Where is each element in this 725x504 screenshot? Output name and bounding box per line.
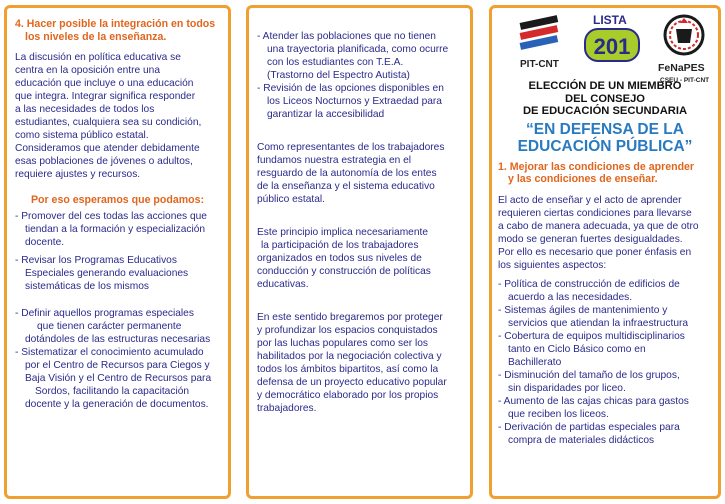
text-line: - Definir aquellos programas especiales: [15, 307, 194, 319]
slogan: [498, 121, 712, 155]
text-line: La discusión en política educativa se: [15, 52, 181, 63]
text-line: tanto en Ciclo Básico como en: [508, 343, 646, 355]
text-line: Sordos, facilitando la capacitación: [35, 385, 190, 397]
text-line: garantizar la accesibilidad: [267, 109, 385, 120]
text-line: sistemáticas de los mismos: [25, 280, 149, 292]
panel-cover-content: [498, 10, 712, 447]
text-line: Consideramos que atender debidamente: [15, 143, 200, 154]
heading-line: y las condiciones de enseñar.: [508, 173, 658, 185]
text-line: una trayectoria planificada, como ocurre: [267, 44, 449, 55]
text-line: - Sistematizar el conocimiento acumulado: [15, 346, 204, 358]
text-line: estudiantes, cualquiera sea su condición,: [15, 117, 202, 128]
brochure-panel-middle: [246, 5, 473, 499]
text-line: organizados en todos sus niveles de: [257, 253, 422, 264]
heading-line: 1. Mejorar las condiciones de aprender: [498, 160, 695, 173]
text-line: - Promover del ces todas las acciones que: [15, 210, 207, 222]
list-item: [15, 254, 220, 293]
lista-label: LISTA: [593, 13, 627, 27]
list-item: [257, 82, 462, 121]
text-line: sin disparidades por liceo.: [508, 382, 626, 394]
text-line: requiere ajustes y recursos.: [15, 169, 141, 180]
text-line: resguardo de la autonomía de los entes: [257, 168, 437, 179]
text-line: (Trastorno del Espectro Autista): [267, 70, 410, 81]
text-line: tiendan a la formación y especialización: [25, 223, 206, 235]
text-line: - Atender las poblaciones que no tienen: [257, 31, 436, 42]
text-line: y profundizar los espacios conquistados: [257, 325, 438, 336]
text-line: que integra. Integrar significa responder: [15, 91, 196, 102]
text-line: los Liceos Nocturnos y Extraedad para: [267, 96, 442, 107]
list-item: [15, 307, 220, 346]
text-line: como sistema público estatal.: [15, 130, 149, 141]
pit-cnt-label: PIT-CNT: [520, 59, 559, 70]
panel-left-content: [15, 18, 220, 411]
list-item: [15, 346, 220, 411]
panel-middle-content: [257, 30, 462, 415]
cover-header: [498, 10, 712, 92]
text-line: conducción y construcción de políticas: [257, 266, 431, 277]
list-item: [498, 421, 712, 447]
list-item: [498, 304, 712, 330]
text-line: servicios que atiendan la infraestructura: [508, 317, 689, 329]
text-line: y democrático elaborado por los propios: [257, 390, 439, 401]
text-line: educación que incluye o una educación: [15, 78, 194, 89]
text-line: defensa de un proyecto educativo popular: [257, 377, 447, 388]
text-line: Como representantes de los trabajadores: [257, 142, 445, 153]
text-line: dotándoles de las estructuras necesarias: [25, 333, 211, 345]
text-line: con los estudiantes con T.E.A.: [267, 57, 404, 68]
text-line: Baja Visión y el Centro de Recursos para: [25, 372, 212, 384]
text-line: docente y la generación de documentos.: [25, 398, 209, 410]
text-line: que tienen carácter permanente: [37, 320, 182, 332]
title-line: DE EDUCACIÓN SECUNDARIA: [522, 105, 688, 117]
text-line: a cabo de manera adecuada, ya que de otro: [498, 220, 699, 232]
paragraph-representantes: [257, 141, 462, 206]
text-line: a las necesidades de todos los: [15, 104, 155, 115]
text-line: acuerdo a las necesidades.: [508, 291, 633, 303]
text-line: - Derivación de partidas especiales para: [498, 421, 680, 433]
list-item: [498, 278, 712, 304]
text-line: por las luchas populares como ser los: [257, 338, 429, 349]
heading-line: los niveles de la enseñanza.: [25, 30, 167, 43]
list-item: [498, 369, 712, 395]
slogan-line: EDUCACIÓN PÚBLICA”: [517, 137, 693, 155]
text-line: fundamos nuestra estrategia en el: [257, 155, 412, 166]
text-line: requieren ciertas condiciones para llevarse: [498, 207, 692, 219]
text-line: la participación de los trabajadores: [261, 240, 419, 251]
text-line: esas poblaciones de jóvenes o adultos,: [15, 156, 193, 167]
text-line: centra en la oposición entre una: [15, 65, 160, 76]
conditions-paragraph: [498, 194, 712, 272]
subheading-por-eso: Por eso esperamos que podamos:: [30, 194, 205, 206]
text-line: todos los ámbitos bipartitos, así como la: [257, 364, 439, 375]
text-line: de la enseñanza y el sistema educativo: [257, 181, 435, 192]
pit-cnt-logo-icon: [510, 13, 568, 59]
text-line: - Disminución del tamaño de los grupos,: [498, 369, 680, 381]
fenapes-label: FeNaPES: [658, 62, 705, 74]
list-item: [257, 30, 462, 82]
text-line: por el Centro de Recursos para Ciegos y: [25, 359, 210, 371]
text-line: docente.: [25, 236, 65, 248]
text-line: trabajadores.: [257, 403, 317, 414]
list-item: [498, 330, 712, 369]
paragraph-principio: [257, 226, 462, 291]
text-line: El acto de enseñar y el acto de aprender: [498, 194, 682, 206]
text-line: - Política de construcción de edificios de: [498, 278, 680, 290]
list-item: [498, 395, 712, 421]
text-line: habilitados por la negociación colectiva y: [257, 351, 442, 362]
lista-number-badge: 201: [584, 28, 640, 62]
text-line: Especiales generando evaluaciones: [25, 267, 189, 279]
brochure-panel-cover: [489, 5, 721, 499]
text-line: Por ello es necesario que poner énfasis en: [498, 246, 692, 258]
integration-paragraph: [15, 51, 220, 181]
brochure-panel-left: [4, 5, 231, 499]
text-line: Este principio implica necesariamente: [257, 227, 429, 238]
text-line: - Aumento de las cajas chicas para gastos: [498, 395, 689, 407]
title-line: DEL CONSEJO: [565, 92, 645, 105]
text-line: - Revisar los Programas Educativos: [15, 254, 177, 266]
text-line: - Revisión de las opciones disponibles en: [257, 83, 444, 94]
section-1-heading: [498, 161, 712, 186]
text-line: - Cobertura de equipos multidisciplinarios: [498, 330, 685, 342]
paragraph-bregaremos: [257, 311, 462, 415]
slogan-line: “EN DEFENSA DE LA: [526, 120, 684, 138]
text-line: público estatal.: [257, 194, 325, 205]
heading-line: 4. Hacer posible la integración en todos: [15, 18, 216, 30]
text-line: En este sentido bregaremos por proteger: [257, 312, 443, 323]
section-4-heading: [15, 18, 220, 43]
list-item: [15, 210, 220, 249]
text-line: Bachillerato: [508, 356, 562, 368]
title-line: ELECCIÓN DE UN MIEMBRO: [528, 80, 682, 92]
text-line: que reciben los liceos.: [508, 408, 609, 420]
text-line: - Sistemas ágiles de mantenimiento y: [498, 304, 668, 316]
text-line: los siguientes aspectos:: [498, 259, 607, 271]
text-line: modo se generan fuertes desigualdades.: [498, 233, 683, 245]
fenapes-sub-label: CSEU - PIT-CNT: [660, 77, 710, 84]
text-line: compra de materiales didácticos: [508, 434, 655, 446]
text-line: educativas.: [257, 279, 309, 290]
